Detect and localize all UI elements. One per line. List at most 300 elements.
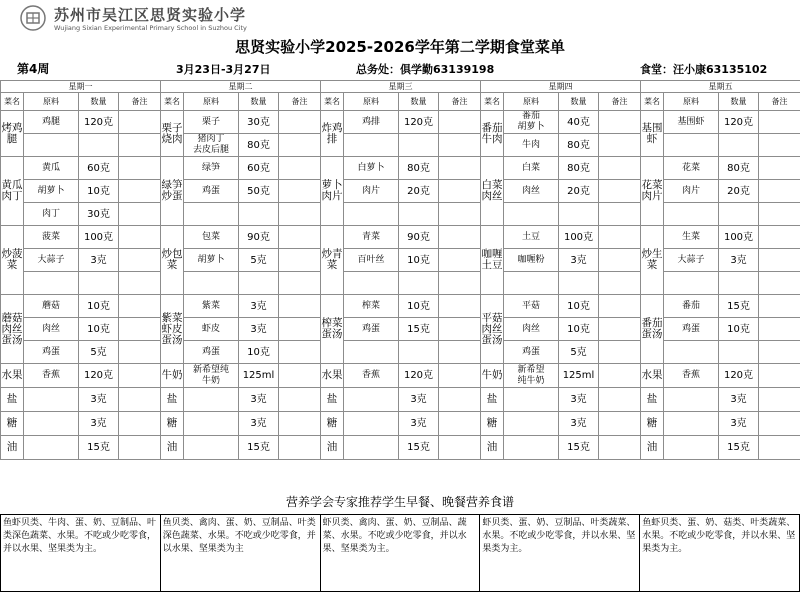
ingredient: 鸡排 <box>344 111 399 134</box>
ingredient: 鸡蛋 <box>184 180 239 203</box>
nutrition-title: 营养学会专家推荐学生早餐、晚餐营养食谱 <box>285 495 514 509</box>
note <box>119 272 161 295</box>
quantity <box>719 341 759 364</box>
ingredient: 香蕉 <box>344 364 399 388</box>
ingredient: 蘑菇 <box>24 295 79 318</box>
note <box>279 318 321 341</box>
table-row <box>1 111 800 134</box>
ingredient <box>24 436 79 460</box>
note <box>279 272 321 295</box>
note <box>599 157 641 180</box>
table-row <box>1 134 800 157</box>
condiment-quantity: 3克 <box>399 388 439 412</box>
column-header-quantity: 数量 <box>719 93 759 111</box>
note <box>279 295 321 318</box>
table-row <box>1 295 800 318</box>
ingredient <box>664 341 719 364</box>
condiment-quantity: 3克 <box>559 388 599 412</box>
note <box>599 436 641 460</box>
note <box>599 111 641 134</box>
ingredient: 土豆 <box>504 226 559 249</box>
quantity <box>399 203 439 226</box>
school-name-english: Wujiang Sixian Experimental Primary School in Suzhou City <box>54 24 247 32</box>
dish-name: 水果 <box>321 364 344 388</box>
table-row <box>1 436 800 460</box>
column-header-quantity: 数量 <box>399 93 439 111</box>
note <box>599 412 641 436</box>
note <box>439 318 481 341</box>
day-header: 星期四 <box>481 81 641 93</box>
table-row <box>1 318 800 341</box>
ingredient: 基围虾 <box>664 111 719 134</box>
quantity <box>79 272 119 295</box>
quantity: 10克 <box>559 295 599 318</box>
general-affairs-contact: 总务处：俱学勤63139198 <box>356 63 495 76</box>
note <box>599 295 641 318</box>
note <box>599 388 641 412</box>
dish-name: 绿笋炒蛋 <box>161 157 184 226</box>
quantity: 90克 <box>399 226 439 249</box>
ingredient: 大蒜子 <box>664 249 719 272</box>
note <box>439 180 481 203</box>
school-logo-seal <box>20 5 46 31</box>
condiment-quantity: 3克 <box>239 412 279 436</box>
column-header-note: 备注 <box>759 93 800 111</box>
condiment-name: 油 <box>321 436 344 460</box>
column-header-note: 备注 <box>279 93 321 111</box>
quantity <box>239 272 279 295</box>
ingredient: 胡萝卜 <box>24 180 79 203</box>
note <box>439 436 481 460</box>
quantity: 100克 <box>79 226 119 249</box>
ingredient: 肉片 <box>344 180 399 203</box>
ingredient <box>344 203 399 226</box>
quantity: 80克 <box>239 134 279 157</box>
condiment-name: 糖 <box>481 412 504 436</box>
ingredient: 肉丁 <box>24 203 79 226</box>
ingredient: 栗子 <box>184 111 239 134</box>
note <box>599 226 641 249</box>
note <box>119 412 161 436</box>
column-header-ingredient: 原料 <box>664 93 719 111</box>
nutrition-cell: 鱼虾贝类、蛋、奶、菇类、叶类蔬菜、水果。不吃或少吃零食，并以水果、坚果类为主。 <box>640 515 800 592</box>
quantity: 30克 <box>79 203 119 226</box>
quantity: 10克 <box>79 180 119 203</box>
ingredient <box>664 134 719 157</box>
dish-name: 白菜肉丝 <box>481 157 504 226</box>
ingredient <box>24 134 79 157</box>
column-header-ingredient: 原料 <box>344 93 399 111</box>
condiment-name: 盐 <box>1 388 24 412</box>
nutrition-table <box>0 514 800 592</box>
column-header-quantity: 数量 <box>559 93 599 111</box>
column-header-quantity: 数量 <box>239 93 279 111</box>
ingredient: 花菜 <box>664 157 719 180</box>
ingredient: 菠菜 <box>24 226 79 249</box>
quantity: 40克 <box>559 111 599 134</box>
ingredient: 香蕉 <box>24 364 79 388</box>
note <box>439 226 481 249</box>
note <box>759 226 800 249</box>
dish-name: 烤鸡腿 <box>1 111 24 157</box>
note <box>119 341 161 364</box>
dish-name: 牛奶 <box>481 364 504 388</box>
ingredient: 黄瓜 <box>24 157 79 180</box>
table-row <box>1 388 800 412</box>
note <box>599 180 641 203</box>
quantity: 20克 <box>719 180 759 203</box>
quantity: 90克 <box>239 226 279 249</box>
note <box>119 111 161 134</box>
quantity: 3克 <box>719 249 759 272</box>
ingredient: 虾皮 <box>184 318 239 341</box>
quantity: 3克 <box>239 295 279 318</box>
ingredient: 鸡蛋 <box>24 341 79 364</box>
quantity <box>239 203 279 226</box>
ingredient: 番茄 胡萝卜 <box>504 111 559 134</box>
ingredient: 平菇 <box>504 295 559 318</box>
condiment-name: 油 <box>641 436 664 460</box>
ingredient <box>664 203 719 226</box>
day-header: 星期三 <box>321 81 481 93</box>
nutrition-cell: 鱼虾贝类、牛肉、蛋、奶、豆制品、叶类深色蔬菜、水果。不吃或少吃零食，并以水果、坚果类为主。 <box>1 515 161 592</box>
quantity: 100克 <box>719 226 759 249</box>
school-name-chinese: 苏州市吴江区思贤实验小学 <box>54 6 247 24</box>
quantity: 60克 <box>79 157 119 180</box>
ingredient <box>344 436 399 460</box>
ingredient: 绿笋 <box>184 157 239 180</box>
ingredient: 紫菜 <box>184 295 239 318</box>
note <box>439 111 481 134</box>
quantity: 3克 <box>559 249 599 272</box>
note <box>119 134 161 157</box>
ingredient: 肉丝 <box>24 318 79 341</box>
dish-name: 炒青菜 <box>321 226 344 295</box>
dish-name: 炸鸡排 <box>321 111 344 157</box>
condiment-quantity: 15克 <box>559 436 599 460</box>
ingredient: 鸡蛋 <box>184 341 239 364</box>
condiment-name: 糖 <box>321 412 344 436</box>
note <box>439 157 481 180</box>
condiment-name: 糖 <box>161 412 184 436</box>
dish-name: 水果 <box>1 364 24 388</box>
note <box>759 341 800 364</box>
ingredient <box>24 412 79 436</box>
day-header: 星期五 <box>641 81 800 93</box>
table-row <box>1 81 800 93</box>
ingredient <box>344 272 399 295</box>
quantity: 20克 <box>399 180 439 203</box>
note <box>439 295 481 318</box>
ingredient <box>184 436 239 460</box>
note <box>119 249 161 272</box>
quantity: 120克 <box>399 364 439 388</box>
column-header-dish: 菜名 <box>481 93 504 111</box>
note <box>759 295 800 318</box>
quantity <box>399 341 439 364</box>
ingredient <box>504 272 559 295</box>
ingredient: 榨菜 <box>344 295 399 318</box>
dish-name: 黄瓜肉丁 <box>1 157 24 226</box>
note <box>759 318 800 341</box>
ingredient: 生菜 <box>664 226 719 249</box>
condiment-quantity: 15克 <box>239 436 279 460</box>
ingredient: 猪肉丁 去皮后腿 <box>184 134 239 157</box>
table-row <box>1 341 800 364</box>
note <box>439 134 481 157</box>
dish-name: 花菜肉片 <box>641 157 664 226</box>
table-row <box>1 226 800 249</box>
quantity <box>79 134 119 157</box>
ingredient: 鸡蛋 <box>344 318 399 341</box>
dish-name: 炒包菜 <box>161 226 184 295</box>
note <box>599 134 641 157</box>
note <box>279 436 321 460</box>
info-row <box>0 59 800 81</box>
note <box>119 364 161 388</box>
note <box>279 364 321 388</box>
note <box>279 111 321 134</box>
note <box>279 412 321 436</box>
note <box>279 134 321 157</box>
quantity: 30克 <box>239 111 279 134</box>
ingredient <box>664 436 719 460</box>
ingredient: 新希望纯 牛奶 <box>184 364 239 388</box>
dish-name: 水果 <box>641 364 664 388</box>
note <box>439 412 481 436</box>
note <box>599 249 641 272</box>
quantity: 120克 <box>79 364 119 388</box>
nutrition-cell: 鱼贝类、禽肉、蛋、奶、豆制品、叶类深色蔬菜、水果。不吃或少吃零食，并以水果、坚果类为主 <box>160 515 320 592</box>
note <box>759 134 800 157</box>
condiment-quantity: 3克 <box>399 412 439 436</box>
ingredient <box>664 412 719 436</box>
quantity: 50克 <box>239 180 279 203</box>
dish-name: 萝卜肉片 <box>321 157 344 226</box>
dish-name: 炒生菜 <box>641 226 664 295</box>
day-header: 星期一 <box>1 81 161 93</box>
note <box>439 272 481 295</box>
condiment-quantity: 3克 <box>719 412 759 436</box>
table-row <box>1 203 800 226</box>
nutrition-cell: 虾贝类、蛋、奶、豆制品、叶类蔬菜、水果。不吃或少吃零食，并以水果、坚果类为主。 <box>480 515 640 592</box>
quantity: 120克 <box>399 111 439 134</box>
note <box>759 249 800 272</box>
quantity: 15克 <box>719 295 759 318</box>
note <box>759 412 800 436</box>
quantity: 10克 <box>239 341 279 364</box>
ingredient <box>344 134 399 157</box>
column-header-ingredient: 原料 <box>504 93 559 111</box>
quantity: 120克 <box>719 364 759 388</box>
condiment-name: 糖 <box>1 412 24 436</box>
quantity: 125ml <box>559 364 599 388</box>
ingredient: 肉丝 <box>504 180 559 203</box>
ingredient: 鸡腿 <box>24 111 79 134</box>
condiment-name: 盐 <box>161 388 184 412</box>
ingredient: 鸡蛋 <box>504 341 559 364</box>
dish-name: 炒菠菜 <box>1 226 24 295</box>
quantity <box>559 203 599 226</box>
quantity: 3克 <box>79 249 119 272</box>
dish-name: 基围虾 <box>641 111 664 157</box>
dish-name: 平菇肉丝蛋汤 <box>481 295 504 364</box>
ingredient <box>344 388 399 412</box>
date-range: 3月23日-3月27日 <box>176 63 271 76</box>
ingredient <box>24 272 79 295</box>
quantity: 15克 <box>399 318 439 341</box>
note <box>599 203 641 226</box>
column-header-ingredient: 原料 <box>184 93 239 111</box>
ingredient: 新希望 纯牛奶 <box>504 364 559 388</box>
ingredient: 咖喱粉 <box>504 249 559 272</box>
quantity: 80克 <box>399 157 439 180</box>
quantity: 10克 <box>559 318 599 341</box>
condiment-quantity: 15克 <box>719 436 759 460</box>
quantity <box>559 272 599 295</box>
ingredient <box>184 412 239 436</box>
note <box>759 272 800 295</box>
dish-name: 紫菜虾皮蛋汤 <box>161 295 184 364</box>
note <box>279 203 321 226</box>
quantity: 3克 <box>239 318 279 341</box>
column-header-note: 备注 <box>439 93 481 111</box>
note <box>439 388 481 412</box>
note <box>439 203 481 226</box>
condiment-quantity: 3克 <box>719 388 759 412</box>
ingredient <box>184 272 239 295</box>
ingredient <box>504 436 559 460</box>
note <box>759 111 800 134</box>
condiment-name: 油 <box>161 436 184 460</box>
condiment-name: 盐 <box>641 388 664 412</box>
condiment-name: 糖 <box>641 412 664 436</box>
dish-name: 番茄蛋汤 <box>641 295 664 364</box>
dish-name: 咖喱土豆 <box>481 226 504 295</box>
note <box>119 436 161 460</box>
ingredient <box>504 412 559 436</box>
condiment-quantity: 3克 <box>559 412 599 436</box>
note <box>439 364 481 388</box>
ingredient: 胡萝卜 <box>184 249 239 272</box>
condiment-name: 盐 <box>481 388 504 412</box>
ingredient: 大蒜子 <box>24 249 79 272</box>
ingredient <box>184 388 239 412</box>
ingredient: 百叶丝 <box>344 249 399 272</box>
quantity: 5克 <box>559 341 599 364</box>
note <box>119 203 161 226</box>
note <box>759 180 800 203</box>
condiment-quantity: 3克 <box>239 388 279 412</box>
quantity <box>399 134 439 157</box>
quantity: 125ml <box>239 364 279 388</box>
column-header-quantity: 数量 <box>79 93 119 111</box>
note <box>759 157 800 180</box>
week-number: 第4周 <box>17 62 50 76</box>
quantity: 10克 <box>399 295 439 318</box>
condiment-quantity: 3克 <box>79 388 119 412</box>
ingredient <box>504 388 559 412</box>
condiment-quantity: 15克 <box>399 436 439 460</box>
quantity <box>719 203 759 226</box>
quantity <box>719 134 759 157</box>
note <box>279 180 321 203</box>
quantity: 80克 <box>559 157 599 180</box>
ingredient: 白菜 <box>504 157 559 180</box>
table-row <box>1 249 800 272</box>
table-row <box>1 180 800 203</box>
canteen-contact: 食堂：汪小康63135102 <box>640 63 768 76</box>
dish-name: 栗子烧肉 <box>161 111 184 157</box>
ingredient <box>24 388 79 412</box>
quantity: 5克 <box>79 341 119 364</box>
note <box>439 341 481 364</box>
table-row <box>1 364 800 388</box>
ingredient: 番茄 <box>664 295 719 318</box>
note <box>279 388 321 412</box>
note <box>759 364 800 388</box>
note <box>119 157 161 180</box>
ingredient: 青菜 <box>344 226 399 249</box>
table-row <box>1 93 800 111</box>
ingredient: 牛肉 <box>504 134 559 157</box>
note <box>599 364 641 388</box>
dish-name: 牛奶 <box>161 364 184 388</box>
header <box>0 0 800 40</box>
note <box>279 157 321 180</box>
table-row <box>1 412 800 436</box>
note <box>599 341 641 364</box>
quantity: 10克 <box>79 295 119 318</box>
condiment-name: 油 <box>481 436 504 460</box>
day-header: 星期二 <box>161 81 321 93</box>
column-header-dish: 菜名 <box>321 93 344 111</box>
note <box>119 318 161 341</box>
column-header-dish: 菜名 <box>1 93 24 111</box>
ingredient: 鸡蛋 <box>664 318 719 341</box>
note <box>599 318 641 341</box>
ingredient <box>664 388 719 412</box>
quantity: 100克 <box>559 226 599 249</box>
quantity <box>399 272 439 295</box>
quantity: 80克 <box>719 157 759 180</box>
quantity: 120克 <box>719 111 759 134</box>
table-row <box>1 157 800 180</box>
ingredient: 肉丝 <box>504 318 559 341</box>
column-header-dish: 菜名 <box>641 93 664 111</box>
ingredient <box>344 412 399 436</box>
dish-name: 番茄牛肉 <box>481 111 504 157</box>
ingredient <box>664 272 719 295</box>
quantity: 10克 <box>719 318 759 341</box>
dish-name: 蘑菇肉丝蛋汤 <box>1 295 24 364</box>
column-header-dish: 菜名 <box>161 93 184 111</box>
condiment-quantity: 3克 <box>79 412 119 436</box>
note <box>759 436 800 460</box>
quantity: 10克 <box>399 249 439 272</box>
note <box>279 226 321 249</box>
quantity <box>719 272 759 295</box>
table-row <box>1 272 800 295</box>
condiment-name: 油 <box>1 436 24 460</box>
column-header-note: 备注 <box>599 93 641 111</box>
note <box>439 249 481 272</box>
note <box>759 388 800 412</box>
ingredient: 肉片 <box>664 180 719 203</box>
column-header-ingredient: 原料 <box>24 93 79 111</box>
dish-name: 榨菜蛋汤 <box>321 295 344 364</box>
ingredient: 香蕉 <box>664 364 719 388</box>
